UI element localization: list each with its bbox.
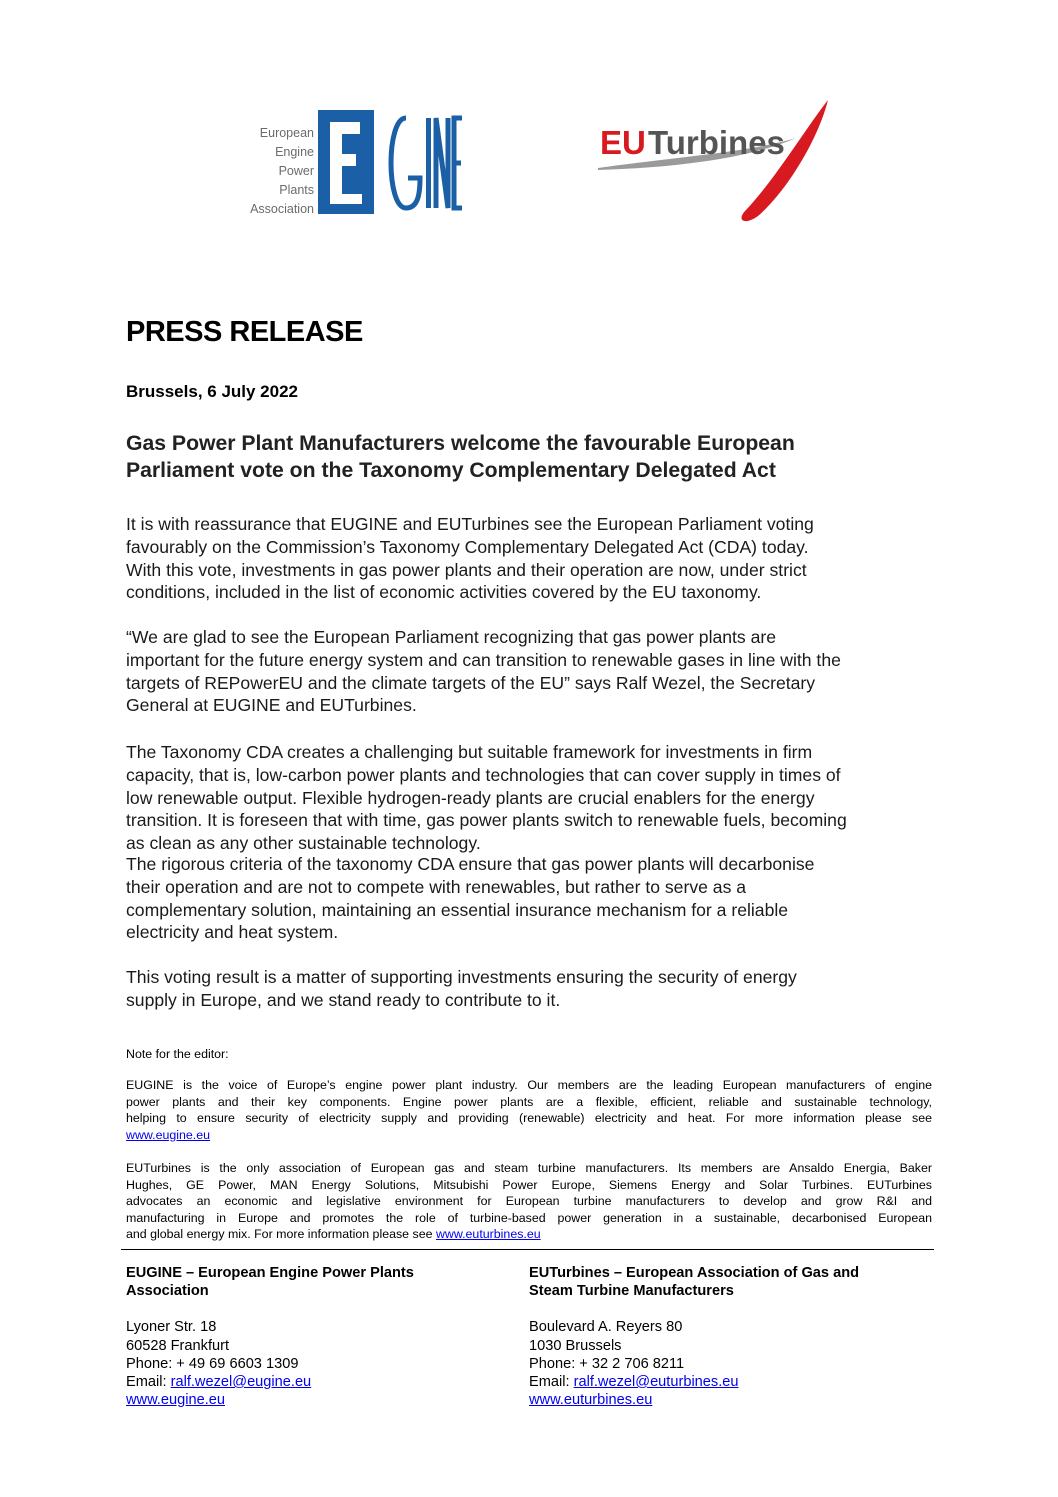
paragraph-line: complementary solution, maintaining an essential insurance mechanism for a reliable bbox=[126, 899, 789, 920]
euturbines-logo bbox=[596, 98, 832, 228]
paragraph-line: transition. It is foreseen that with time, gas power plants switch to renewable fuels, becoming bbox=[126, 810, 847, 831]
note-line: EUTurbines is the only association of European gas and steam turbine manufacturers. Its members are Ansaldo Energia, Baker bbox=[126, 1161, 932, 1175]
paragraph-line: conditions, included in the list of economic activities covered by the EU taxonomy. bbox=[126, 582, 762, 603]
paragraph-1 bbox=[126, 513, 946, 604]
paragraph-line: as clean as any other sustainable technology. bbox=[126, 833, 481, 854]
eugine-logo bbox=[232, 108, 468, 220]
paragraph-line: important for the future energy system and can transition to renewable gases in line with the bbox=[126, 649, 841, 670]
contact-phone: Phone: + 49 69 6603 1309 bbox=[126, 1355, 299, 1372]
contact-org-line: Steam Turbine Manufacturers bbox=[529, 1283, 734, 1300]
note-line: and global energy mix. For more information please see bbox=[126, 1227, 433, 1242]
contact-email-label: Email: bbox=[529, 1373, 570, 1390]
contact-eugine bbox=[126, 1264, 506, 1409]
paragraph-line: low renewable output. Flexible hydrogen-ready plants are crucial enablers for the energy bbox=[126, 787, 815, 808]
svg-text:EU: EU bbox=[600, 124, 646, 161]
paragraph-line: The Taxonomy CDA creates a challenging but suitable framework for investments in firm bbox=[126, 742, 813, 762]
note-line: advocates an economic and legislative environment for European turbine manufacturers to develop and grow R&I and bbox=[126, 1194, 932, 1209]
paragraph-4 bbox=[126, 853, 946, 944]
euturbines-website-link[interactable]: www.euturbines.eu bbox=[435, 1227, 541, 1242]
paragraph-line: their operation and are not to compete with renewables, but rather to serve as a bbox=[126, 876, 747, 897]
euturbines-swoosh-icon bbox=[596, 98, 832, 228]
euturbines-web-link[interactable]: www.euturbines.eu bbox=[529, 1392, 653, 1409]
paragraph-line: favourably on the Commission’s Taxonomy Complementary Delegated Act (CDA) today. bbox=[126, 536, 809, 557]
footer-divider bbox=[121, 1249, 934, 1250]
paragraph-line: General at EUGINE and EUTurbines. bbox=[126, 695, 417, 716]
contact-address bbox=[529, 1318, 909, 1409]
paragraph-line: electricity and heat system. bbox=[126, 922, 339, 943]
paragraph-2 bbox=[126, 626, 946, 717]
eugine-web-link[interactable]: www.eugine.eu bbox=[126, 1392, 225, 1409]
headline-line: Parliament vote on the Taxonomy Complementary Delegated Act bbox=[126, 459, 776, 482]
eugine-logo-line: European bbox=[259, 126, 314, 140]
paragraph-line: supply in Europe, and we stand ready to contribute to it. bbox=[126, 989, 561, 1010]
euturbines-email-link[interactable]: ralf.wezel@euturbines.eu bbox=[573, 1373, 739, 1390]
contact-org bbox=[126, 1264, 506, 1300]
eugine-email-link[interactable]: ralf.wezel@eugine.eu bbox=[170, 1373, 312, 1390]
dateline: Brussels, 6 July 2022 bbox=[126, 382, 299, 401]
headline-line: Gas Power Plant Manufacturers welcome the favourable European bbox=[126, 432, 795, 455]
note-line: power plants and their key components. Engine power plants are a flexible, efficient, reliable and sustainable technology, bbox=[126, 1094, 932, 1109]
paragraph-line: With this vote, investments in gas power plants and their operation are now, under strict bbox=[126, 559, 807, 580]
svg-text:Turbines: Turbines bbox=[648, 124, 785, 161]
contact-address bbox=[126, 1318, 506, 1409]
eugine-wordmark-icon bbox=[316, 108, 464, 220]
contact-city: 1030 Brussels bbox=[529, 1337, 622, 1354]
eugine-logo-line: Association bbox=[250, 202, 314, 216]
contact-city: 60528 Frankfurt bbox=[126, 1337, 230, 1354]
note-line: Hughes, GE Power, MAN Energy Solutions, Mitsubishi Power Europe, Siemens Energy and Solar Turbines. EUTurbines bbox=[126, 1177, 932, 1192]
contact-org-line: EUTurbines – European Association of Gas and bbox=[529, 1265, 860, 1281]
paragraph-line: “We are glad to see the European Parliament recognizing that gas power plants are bbox=[126, 627, 777, 647]
contact-street: Lyoner Str. 18 bbox=[126, 1319, 217, 1336]
paragraph-3 bbox=[126, 741, 946, 855]
paragraph-5 bbox=[126, 966, 946, 1012]
contact-email-label: Email: bbox=[126, 1373, 167, 1390]
note-euturbines bbox=[126, 1160, 932, 1243]
contact-org bbox=[529, 1264, 909, 1300]
paragraph-line: The rigorous criteria of the taxonomy CDA ensure that gas power plants will decarbonise bbox=[126, 854, 815, 874]
contact-org-line: EUGINE – European Engine Power Plants bbox=[126, 1265, 414, 1281]
page-title: PRESS RELEASE bbox=[126, 316, 363, 348]
note-label: Note for the editor: bbox=[126, 1047, 229, 1061]
contact-phone: Phone: + 32 2 706 8211 bbox=[529, 1355, 685, 1372]
headline bbox=[126, 430, 938, 484]
paragraph-line: targets of REPowerEU and the climate targets of the EU” says Ralf Wezel, the Secretary bbox=[126, 672, 816, 693]
paragraph-line: capacity, that is, low-carbon power plants and technologies that can cover supply in times of bbox=[126, 764, 841, 785]
note-line: EUGINE is the voice of Europe’s engine power plant industry. Our members are the leading European manufacturers of engine bbox=[126, 1078, 932, 1092]
eugine-logo-line: Power bbox=[278, 164, 314, 178]
paragraph-line: This voting result is a matter of supporting investments ensuring the security of energy bbox=[126, 967, 797, 987]
eugine-logo-line: Engine bbox=[275, 145, 314, 159]
note-line: helping to ensure security of electricity supply and providing (renewable) electricity and heat. For more information please see bbox=[126, 1111, 932, 1126]
note-eugine bbox=[126, 1077, 932, 1143]
contact-street: Boulevard A. Reyers 80 bbox=[529, 1319, 683, 1336]
note-line: manufacturing in Europe and promotes the role of turbine-based power generation in a sustainable, decarbonised European bbox=[126, 1210, 932, 1225]
eugine-website-link[interactable]: www.eugine.eu bbox=[126, 1127, 211, 1142]
eugine-logo-line: Plants bbox=[279, 183, 314, 197]
paragraph-line: It is with reassurance that EUGINE and EUTurbines see the European Parliament voting bbox=[126, 514, 814, 534]
contact-org-line: Association bbox=[126, 1283, 209, 1300]
contact-euturbines bbox=[529, 1264, 909, 1409]
eugine-logo-text bbox=[250, 124, 314, 219]
